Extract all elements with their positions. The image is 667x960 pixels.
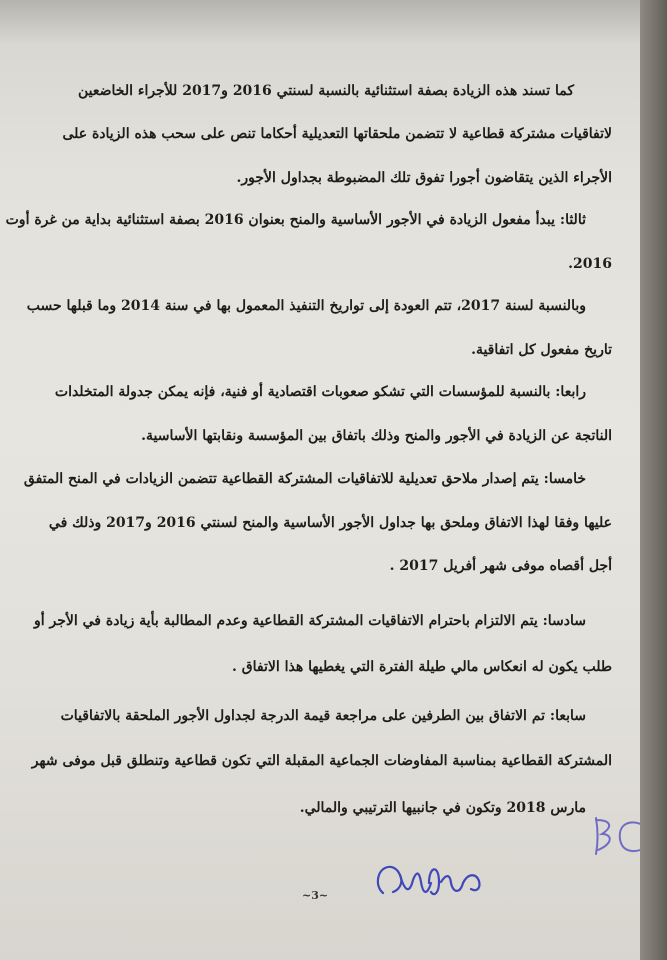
document-line-10: خامسا: يتم إصدار ملاحق تعديلية للاتفاقيات المشتركة القطاعية تتضمن الزيادات في المنح المتفق (23, 471, 586, 487)
initials-mark (590, 812, 640, 860)
document-line-16: المشتركة القطاعية بمناسبة المفاوضات الجماعية المقبلة التي تكون قطاعية وتنطلق قبل موفى شهر (31, 753, 612, 769)
page-number: ~3~ (302, 889, 329, 902)
document-line-17: مارس 2018 وتكون في جانبيها الترتيبي والمالي. (299, 800, 586, 816)
document-line-8: رابعا: بالنسبة للمؤسسات التي تشكو صعوبات اقتصادية أو فنية، فإنه يمكن جدولة المتخلدات (54, 384, 586, 400)
document-line-9: الناتجة عن الزيادة في الأجور والمنح وذلك باتفاق بين المؤسسة ونقابتها الأساسية. (141, 428, 612, 444)
document-line-13: سادسا: يتم الالتزام باحترام الاتفاقيات المشتركة القطاعية وعدم المطالبة بأية زيادة في الأجر أو (33, 613, 586, 629)
document-line-4: ثالثا: يبدأ مفعول الزيادة في الأجور الأساسية والمنح بعنوان 2016 بصفة استثنائية بداية من غرة أوت (5, 212, 586, 228)
document-line-2: لاتفاقيات مشتركة قطاعية لا تتضمن ملحقاتها التعديلية أحكاما تنص على سحب هذه الزيادة على (62, 126, 612, 142)
signature-mark (373, 858, 503, 922)
document-line-6: وبالنسبة لسنة 2017، تتم العودة إلى تواريخ التنفيذ المعمول بها في سنة 2014 وما قبلها حسب (26, 298, 586, 314)
document-line-14: طلب يكون له انعكاس مالي طيلة الفترة التي يغطيها هذا الاتفاق . (231, 659, 612, 675)
document-line-3: الأجراء الذين يتقاضون أجورا تفوق تلك المضبوطة بجداول الأجور. (236, 170, 612, 186)
document-line-1: كما تسند هذه الزيادة بصفة استثنائية بالنسبة لسنتي 2016 و2017 للأجراء الخاضعين (78, 83, 574, 99)
scan-edge-shadow (640, 0, 667, 960)
document-line-7: تاريخ مفعول كل اتفاقية. (471, 342, 612, 358)
document-line-11: عليها وفقا لهذا الاتفاق وملحق بها جداول الأجور الأساسية والمنح لسنتي 2016 و2017 وذلك في (48, 515, 612, 531)
document-line-15: سابعا: تم الاتفاق بين الطرفين على مراجعة قيمة الدرجة لجداول الأجور الملحقة بالاتفاقيات (60, 708, 586, 724)
document-line-12: أجل أقصاه موفى شهر أفريل 2017 . (389, 558, 612, 574)
document-line-5: 2016. (568, 256, 612, 272)
